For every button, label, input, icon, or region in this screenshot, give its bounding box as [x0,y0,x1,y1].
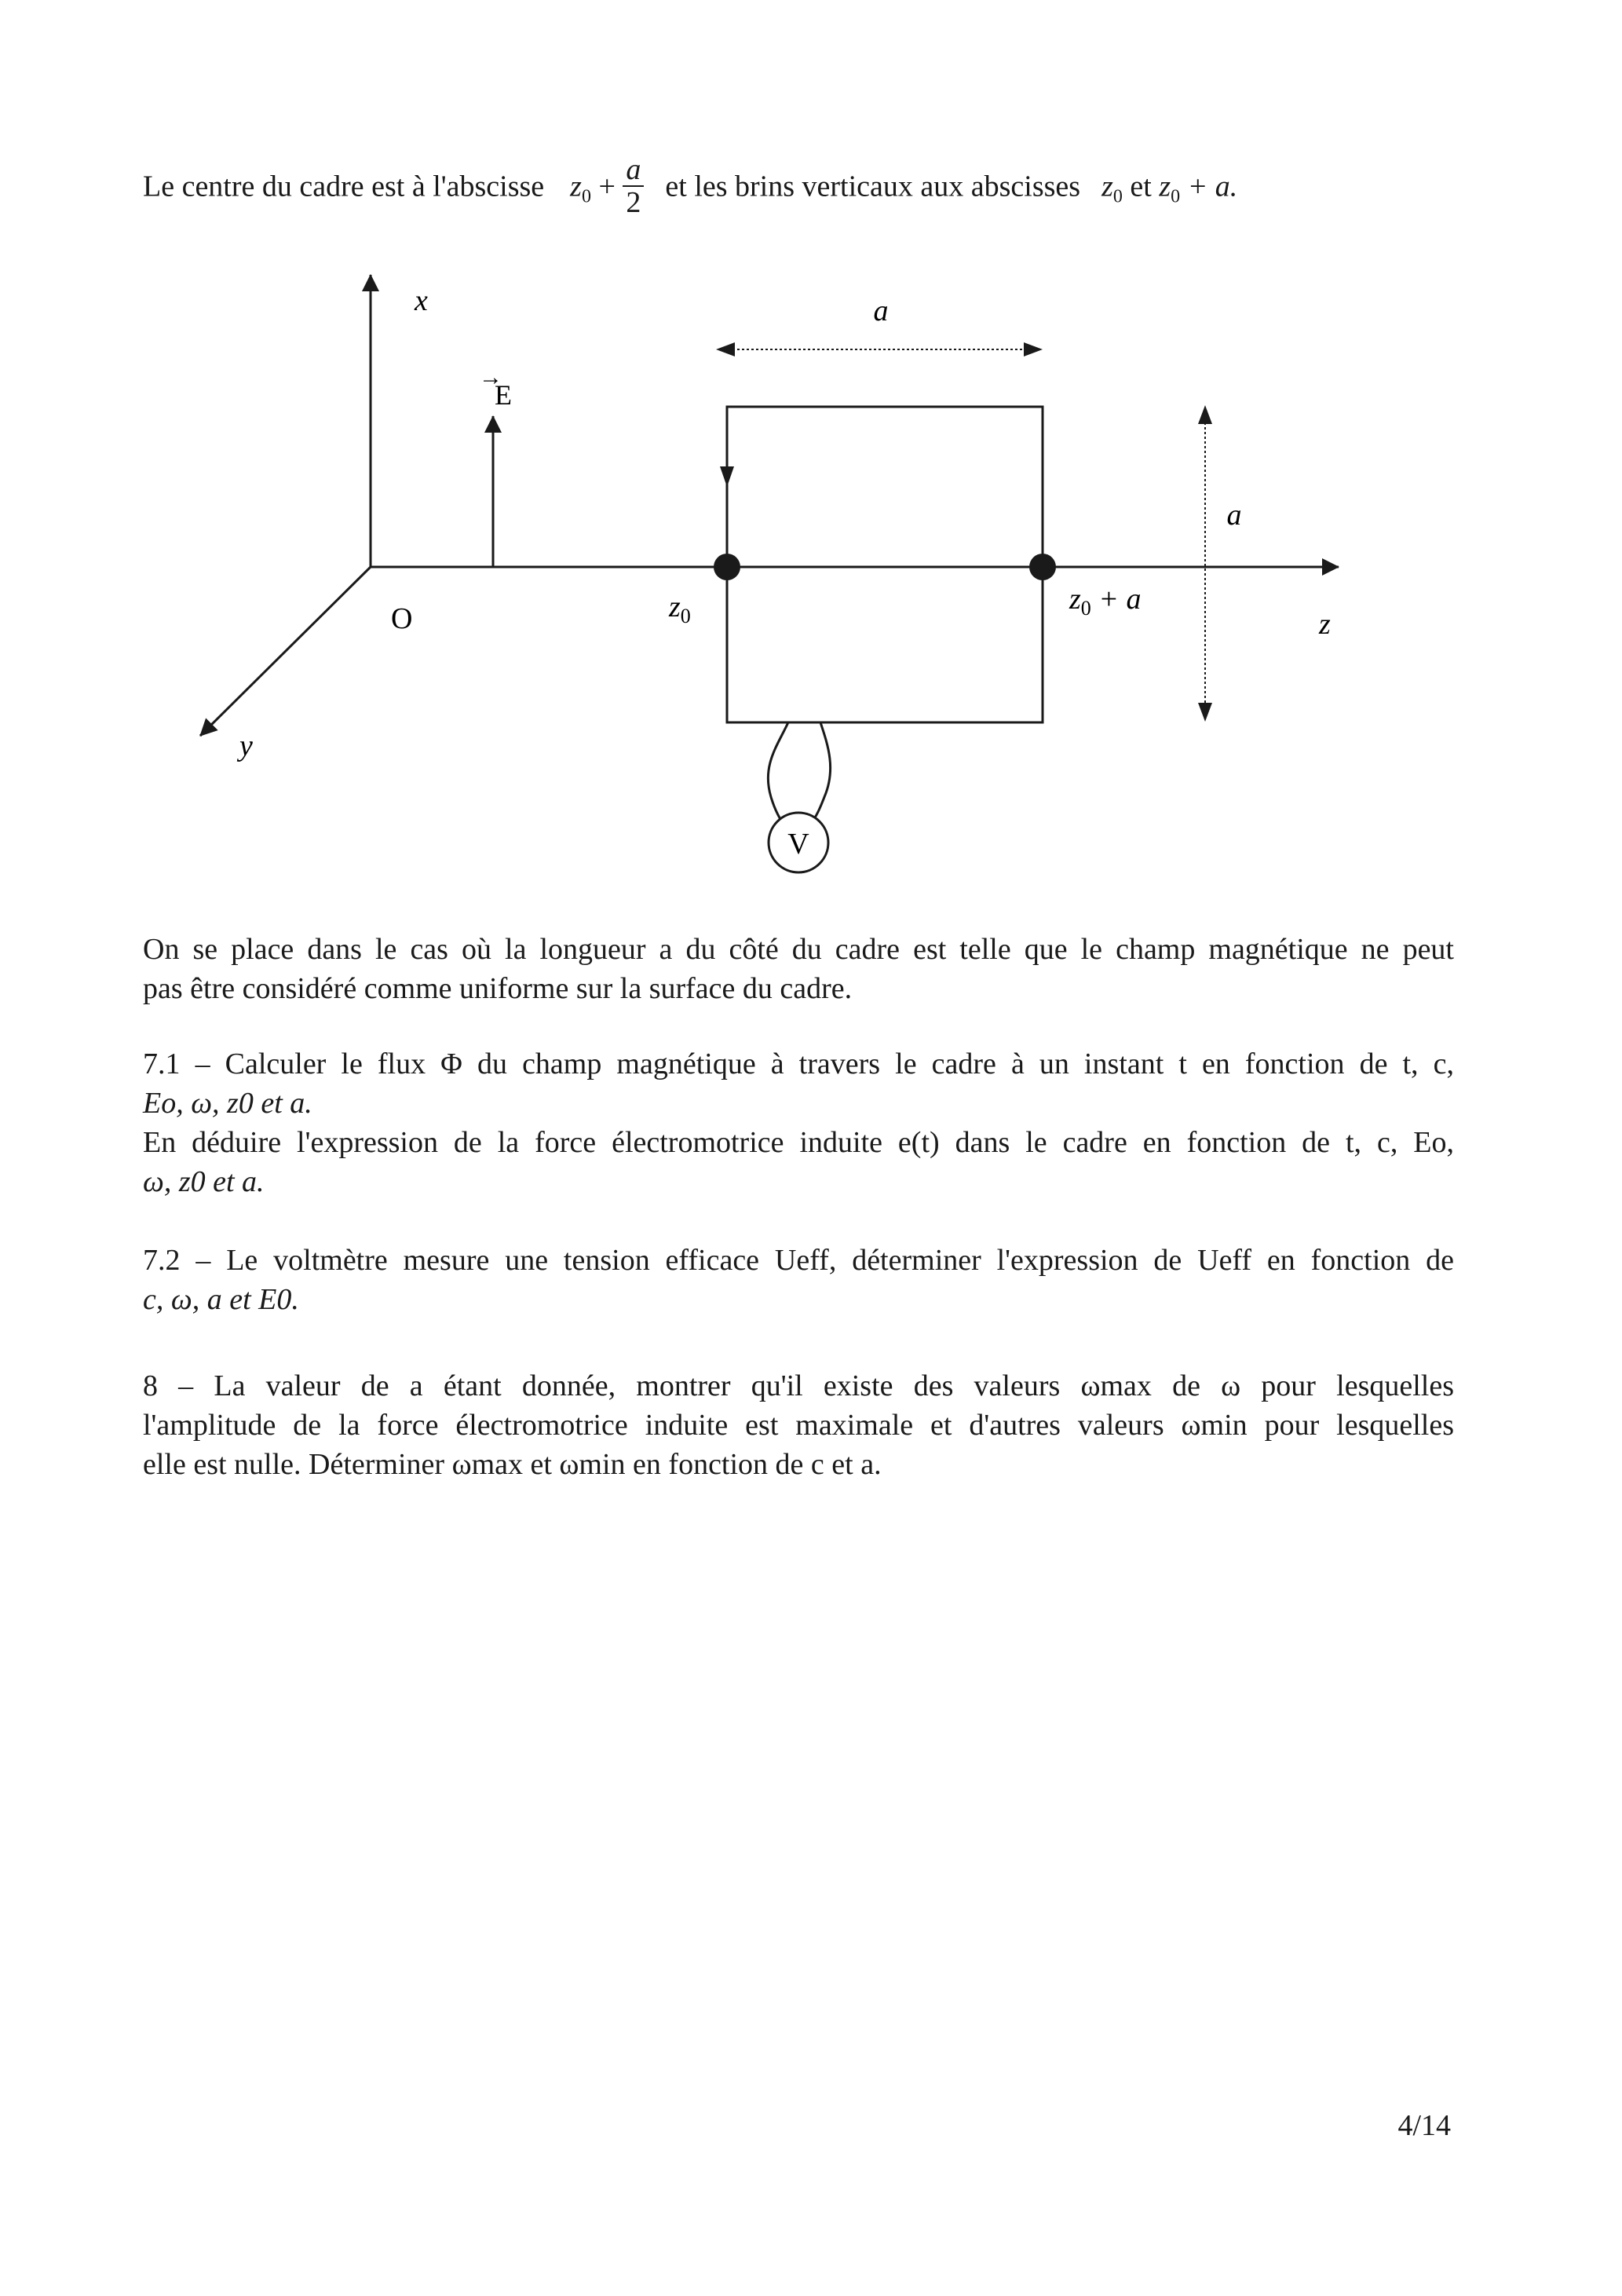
voltmeter-label: V [787,828,809,861]
voltmeter-lead-right [810,722,831,824]
fraction-a-over-2: $\frac{a}{2}$ [623,154,644,218]
question-7-1-line-4: ω, z0 et a. [143,1165,265,1198]
origin-label: O [391,602,413,635]
voltmeter-lead-left [768,722,788,827]
e-field-label: E [495,379,512,411]
frame-figure [0,0,1622,903]
question-7-1-line-2: Eo, ω, z0 et a. [143,1087,312,1120]
question-7-1-line-1: 7.1 – Calculer le flux Φ du champ magnétique à travers le cadre à un instant t en fonction de t, c, [143,1047,1454,1080]
question-7-2 [143,1241,1454,1319]
node-z0-plus-a [1029,554,1056,580]
side-dimension-arrow-top [1198,405,1212,424]
top-dimension-label: a [873,294,889,327]
question-7-1 [143,1044,1454,1201]
question-7-2-line-2: c, ω, a et E0. [143,1283,299,1316]
question-8 [143,1366,1454,1484]
top-dimension-arrow-right [1024,342,1043,356]
side-dimension-label: a [1226,499,1242,532]
y-axis [200,567,371,736]
intro-line: Le centre du cadre est à l'abscisse $z_0$ + $\frac{a}{2}$ et les brins verticaux aux abscisses $z_0$ et $z_0 + a$. [143,153,1238,219]
z0-label: $z_0$ [669,590,691,627]
paragraph-1-line-1: On se place dans le cas où la longueur a du côté du cadre est telle que le champ magnétique ne peut [143,933,1454,966]
axis-x-label: x [415,284,428,317]
side-dimension-arrow-bottom [1198,703,1212,722]
page-number: 4/14 [1397,2109,1451,2142]
question-8-line-2: l'amplitude de la force électromotrice induite est maximale et d'autres valeurs ωmin pour lesquelles [143,1409,1454,1442]
axis-z-label: z [1319,608,1331,641]
paragraph-1 [143,930,1454,1008]
frame-rectangle [727,407,1043,722]
question-7-2-line-1: 7.2 – Le voltmètre mesure une tension efficace Ueff, déterminer l'expression de Ueff en fonction de [143,1244,1454,1277]
axis-y-label: y [239,729,253,762]
question-8-line-1: 8 – La valeur de a étant donnée, montrer qu'il existe des valeurs ωmax de ω pour lesquelles [143,1369,1454,1402]
e-field-arrow: → [479,364,502,390]
question-7-1-line-3: En déduire l'expression de la force électromotrice induite e(t) dans le cadre en fonction de t, c, Eo, [143,1126,1454,1159]
paragraph-1-line-2: pas être considéré comme uniforme sur la surface du cadre. [143,972,853,1005]
node-z0 [714,554,740,580]
question-8-line-3: elle est nulle. Déterminer ωmax et ωmin en fonction de c et a. [143,1448,882,1481]
current-arrow [720,466,734,487]
top-dimension-arrow-left [716,342,735,356]
z0-plus-a-label: $z_0 + a$ [1069,583,1142,620]
